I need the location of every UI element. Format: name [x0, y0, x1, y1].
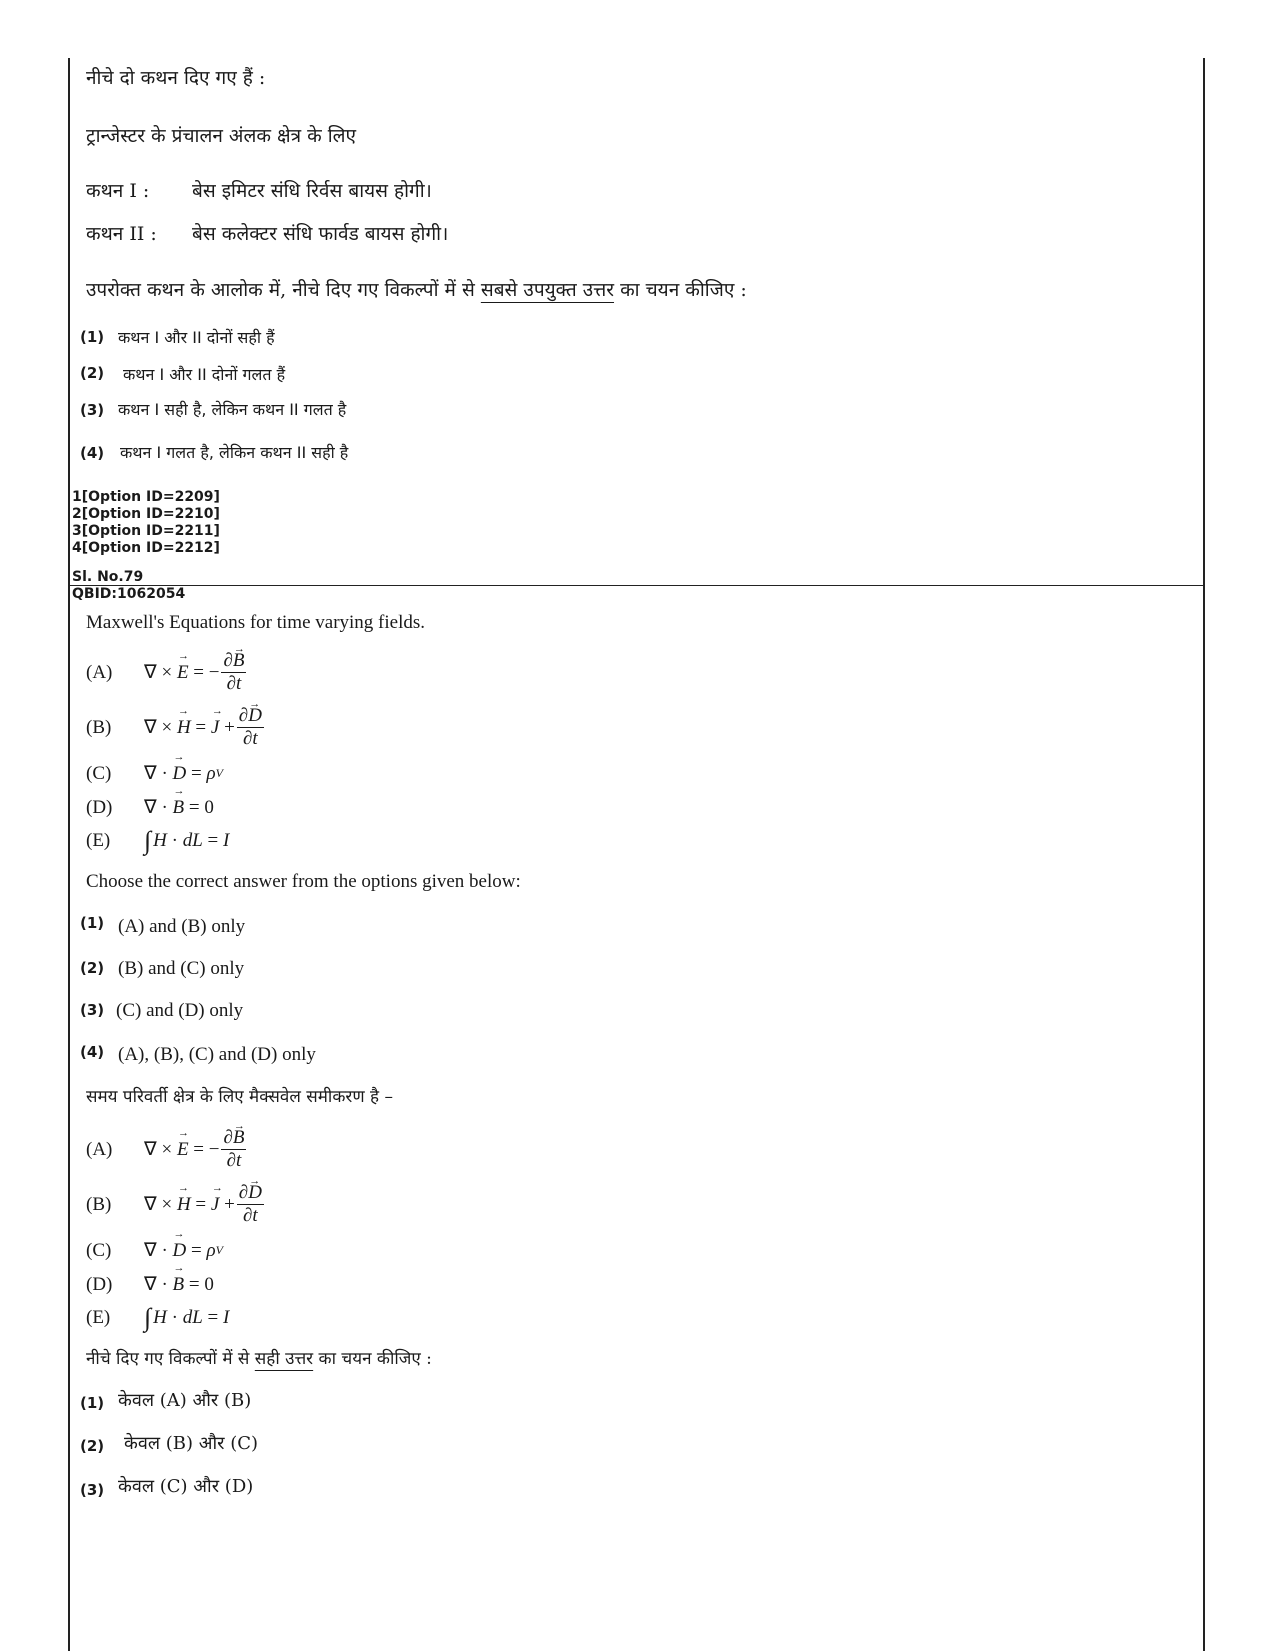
equation-label: (C) — [86, 762, 112, 784]
q79-equation-e-hi — [86, 1303, 229, 1333]
q79-choose-hi — [86, 1346, 432, 1369]
q79-equation-a — [86, 650, 246, 695]
equation-label: (A) — [86, 1138, 113, 1160]
q79-option-hi-text: केवल (A) और (B) — [118, 1390, 252, 1411]
q79-option-text: (A), (B), (C) and (D) only — [118, 1044, 316, 1065]
faraday-law-formula: ∇ × → E = − $\frac{\partial\to B}{\partial t}$ — [144, 1127, 246, 1172]
q79-equation-c-hi — [86, 1239, 223, 1262]
equation-label: (C) — [86, 1239, 112, 1261]
q79-choose-hi-post: का चयन कीजिए : — [318, 1349, 432, 1369]
q79-option-text: (B) and (C) only — [118, 958, 245, 979]
q78-option-number: (4) — [80, 444, 105, 462]
q79-equation-c — [86, 762, 223, 785]
equation-label: (A) — [86, 661, 113, 683]
ampere-maxwell-law-formula: ∇ × → H = → J + $\frac{\partial\to D}{\partial t}$ — [144, 1182, 264, 1227]
right-border — [1203, 58, 1205, 1651]
equation-label: (B) — [86, 1193, 112, 1215]
q78-option-text: कथन I और II दोनों गलत हैं — [123, 365, 286, 384]
q78-instruction — [86, 276, 747, 302]
q79-option-hi-number: (1) — [80, 1394, 105, 1412]
q78-option-id: 3[Option ID=2211] — [72, 523, 220, 539]
q78-option-text: कथन I सही है, लेकिन कथन II गलत है — [118, 400, 347, 419]
q79-option-hi-text: केवल (B) और (C) — [124, 1433, 259, 1454]
q78-instruction-post: का चयन कीजिए : — [620, 279, 747, 301]
q79-title-en: Maxwell's Equations for time varying fields. — [86, 612, 426, 633]
q79-option-number: (2) — [80, 959, 105, 977]
q78-option-number: (3) — [80, 401, 105, 419]
faraday-law-formula: ∇ × → E = − $\frac{\partial\to B}{\partial t}$ — [144, 650, 246, 695]
q78-instruction-pre: उपरोक्त कथन के आलोक में, नीचे दिए गए विकल्पों में से — [86, 279, 475, 301]
q78-option-id: 4[Option ID=2212] — [72, 540, 220, 556]
q78-statement2-text: बेस कलेक्टर संधि फार्वड बायस होगी। — [192, 223, 449, 245]
q78-context: ट्रान्जेस्टर के प्रंचालन अंलक क्षेत्र के लिए — [86, 125, 357, 147]
q79-option-hi-number: (3) — [80, 1481, 105, 1499]
ampere-integral-formula: ∫ H · dL = I — [144, 1303, 230, 1332]
gauss-law-formula: ∇ · → D = ρ V — [144, 1239, 223, 1262]
equation-label: (D) — [86, 1273, 113, 1295]
q79-option-number: (4) — [80, 1043, 105, 1061]
equation-label: (D) — [86, 796, 113, 818]
gauss-magnetism-formula: ∇ · → B = 0 — [144, 796, 214, 819]
equation-label: (E) — [86, 1307, 111, 1328]
q78-statement1-label: कथन I : — [86, 180, 150, 202]
q79-option-hi-text: केवल (C) और (D) — [118, 1476, 254, 1497]
q79-equation-b — [86, 705, 264, 750]
gauss-magnetism-formula: ∇ · → B = 0 — [144, 1273, 214, 1296]
q78-option-id: 1[Option ID=2209] — [72, 489, 220, 505]
q78-statement2-label: कथन II : — [86, 223, 157, 245]
q78-intro: नीचे दो कथन दिए गए हैं : — [86, 67, 266, 89]
q78-option-text: कथन I और II दोनों सही हैं — [118, 328, 275, 347]
q79-option-text: (A) and (B) only — [118, 916, 246, 937]
q79-option-number: (1) — [80, 914, 105, 932]
q79-option-number: (3) — [80, 1001, 105, 1019]
equation-label: (E) — [86, 830, 111, 851]
left-border — [68, 58, 70, 1651]
q79-title-hi: समय परिवर्ती क्षेत्र के लिए मैक्सवेल समीकरण है – — [86, 1087, 393, 1107]
q78-option-number: (1) — [80, 328, 105, 346]
q79-qbid: QBID:1062054 — [72, 586, 186, 602]
q78-option-text: कथन I गलत है, लेकिन कथन II सही है — [120, 443, 349, 462]
q79-equation-d — [86, 796, 214, 819]
q79-choose-hi-underlined: सही उत्तर — [254, 1349, 314, 1369]
q79-equation-a-hi — [86, 1127, 246, 1172]
q79-option-hi-number: (2) — [80, 1437, 105, 1455]
question-divider — [68, 585, 1205, 586]
q78-option-id: 2[Option ID=2210] — [72, 506, 220, 522]
q79-equation-e — [86, 826, 229, 856]
q78-statement1-text: बेस इमिटर संधि रिर्वस बायस होगी। — [192, 180, 432, 202]
q79-option-text: (C) and (D) only — [116, 1000, 244, 1021]
ampere-maxwell-law-formula: ∇ × → H = → J + $\frac{\partial\to D}{\partial t}$ — [144, 705, 264, 750]
q79-serial-number: Sl. No.79 — [72, 569, 144, 585]
ampere-integral-formula: ∫ H · dL = I — [144, 826, 230, 855]
q79-equation-b-hi — [86, 1182, 264, 1227]
q79-choose-en: Choose the correct answer from the options given below: — [86, 871, 521, 892]
q79-choose-hi-pre: नीचे दिए गए विकल्पों में से — [86, 1349, 250, 1369]
gauss-law-formula: ∇ · → D = ρ V — [144, 762, 223, 785]
q78-instruction-underlined: सबसे उपयुक्त उत्तर — [480, 279, 615, 301]
q78-option-number: (2) — [80, 364, 105, 382]
q79-equation-d-hi — [86, 1273, 214, 1296]
equation-label: (B) — [86, 716, 112, 738]
